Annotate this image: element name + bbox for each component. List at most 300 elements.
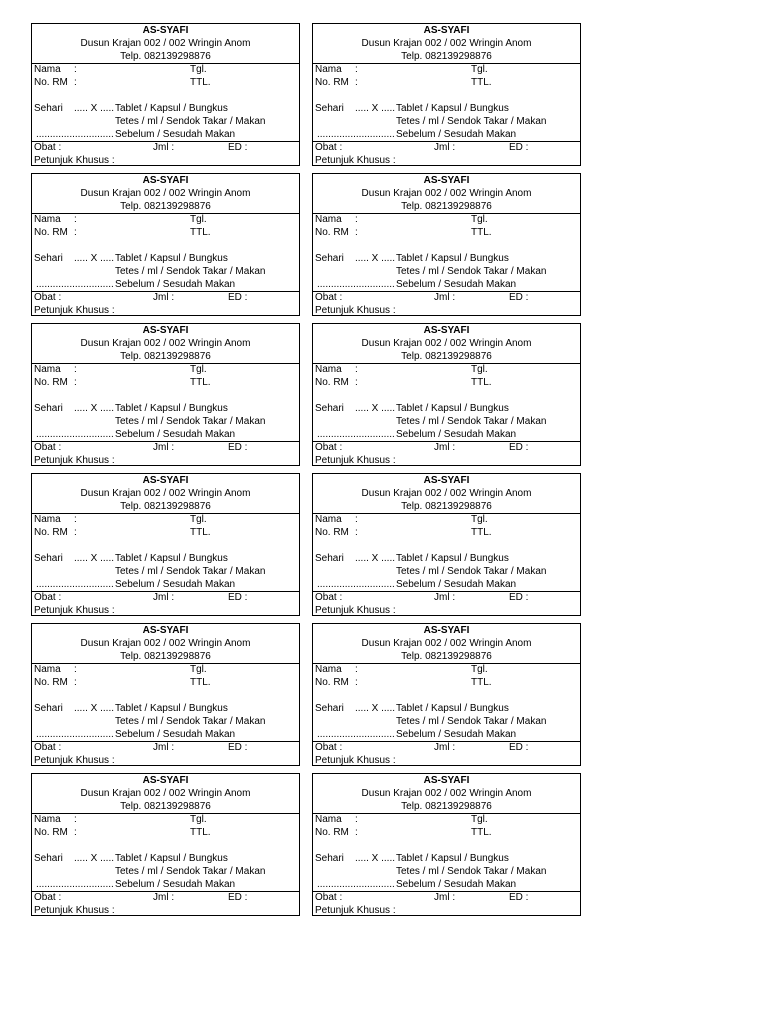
jml-label: Jml : — [153, 742, 175, 753]
tgl-label: Tgl. — [471, 664, 488, 675]
tetes-row — [32, 415, 299, 428]
ttl-label: TTL. — [471, 527, 492, 538]
tetes-line: Tetes / ml / Sendok Takar / Makan — [115, 866, 266, 877]
nama-label: Nama — [315, 214, 342, 225]
ed-label: ED : — [228, 142, 248, 153]
clinic-phone: Telp. 082139298876 — [120, 501, 211, 512]
sebelum-line: Sebelum / Sesudah Makan — [396, 729, 517, 740]
sehari-label: Sehari — [34, 253, 63, 264]
dose-x: ..... X ..... — [74, 703, 115, 714]
sebelum-row — [313, 878, 580, 891]
clinic-name: AS-SYAFI — [142, 25, 189, 36]
obat-row — [313, 441, 580, 454]
ed-label: ED : — [228, 292, 248, 303]
jml-label: Jml : — [153, 592, 175, 603]
tablet-line: Tablet / Kapsul / Bungkus — [396, 553, 509, 564]
clinic-phone: Telp. 082139298876 — [401, 801, 492, 812]
tgl-label: Tgl. — [190, 664, 207, 675]
petunjuk-row — [313, 754, 580, 767]
sehari-label: Sehari — [34, 553, 63, 564]
tgl-label: Tgl. — [190, 514, 207, 525]
dots-line: ............................ — [317, 279, 395, 290]
medicine-label-5 — [31, 323, 300, 466]
ed-label: ED : — [509, 442, 529, 453]
ed-label: ED : — [228, 592, 248, 603]
medicine-label-6 — [312, 323, 581, 466]
petunjuk-label: Petunjuk Khusus : — [315, 155, 396, 166]
no-rm-colon: : — [74, 77, 77, 88]
no-rm-colon: : — [74, 527, 77, 538]
medicine-label-12 — [312, 773, 581, 916]
sehari-label: Sehari — [315, 253, 344, 264]
petunjuk-row — [313, 304, 580, 317]
no-rm-colon: : — [74, 227, 77, 238]
clinic-name: AS-SYAFI — [423, 175, 470, 186]
tetes-line: Tetes / ml / Sendok Takar / Makan — [115, 716, 266, 727]
nama-colon: : — [74, 64, 77, 75]
dots-line: ............................ — [317, 129, 395, 140]
clinic-name: AS-SYAFI — [423, 25, 470, 36]
sehari-row — [313, 252, 580, 265]
no-rm-row — [313, 226, 580, 239]
no-rm-colon: : — [74, 827, 77, 838]
dots-line: ............................ — [317, 579, 395, 590]
sehari-label: Sehari — [315, 703, 344, 714]
clinic-address: Dusun Krajan 002 / 002 Wringin Anom — [80, 38, 251, 49]
sebelum-line: Sebelum / Sesudah Makan — [396, 879, 517, 890]
jml-label: Jml : — [434, 742, 456, 753]
nama-colon: : — [74, 814, 77, 825]
nama-colon: : — [74, 214, 77, 225]
tetes-line: Tetes / ml / Sendok Takar / Makan — [115, 266, 266, 277]
petunjuk-label: Petunjuk Khusus : — [34, 455, 115, 466]
tgl-label: Tgl. — [190, 814, 207, 825]
clinic-name: AS-SYAFI — [423, 325, 470, 336]
clinic-phone: Telp. 082139298876 — [120, 351, 211, 362]
no-rm-colon: : — [355, 827, 358, 838]
tgl-label: Tgl. — [471, 514, 488, 525]
nama-row — [32, 513, 299, 526]
no-rm-row — [313, 826, 580, 839]
petunjuk-row — [32, 154, 299, 167]
sebelum-line: Sebelum / Sesudah Makan — [115, 729, 236, 740]
jml-label: Jml : — [434, 892, 456, 903]
obat-row — [32, 591, 299, 604]
sehari-row — [32, 102, 299, 115]
obat-row — [313, 891, 580, 904]
clinic-address: Dusun Krajan 002 / 002 Wringin Anom — [361, 38, 532, 49]
jml-label: Jml : — [434, 442, 456, 453]
clinic-name: AS-SYAFI — [142, 175, 189, 186]
nama-colon: : — [355, 364, 358, 375]
jml-label: Jml : — [153, 892, 175, 903]
nama-label: Nama — [315, 814, 342, 825]
sehari-row — [313, 852, 580, 865]
clinic-address: Dusun Krajan 002 / 002 Wringin Anom — [361, 338, 532, 349]
no-rm-colon: : — [74, 377, 77, 388]
obat-label: Obat : — [34, 592, 62, 603]
jml-label: Jml : — [153, 292, 175, 303]
petunjuk-label: Petunjuk Khusus : — [34, 905, 115, 916]
petunjuk-row — [32, 454, 299, 467]
clinic-phone: Telp. 082139298876 — [120, 651, 211, 662]
sebelum-row — [32, 278, 299, 291]
no-rm-row — [313, 376, 580, 389]
tetes-row — [313, 565, 580, 578]
no-rm-label: No. RM — [315, 827, 349, 838]
petunjuk-row — [313, 454, 580, 467]
no-rm-row — [313, 76, 580, 89]
obat-row — [32, 441, 299, 454]
sehari-label: Sehari — [34, 403, 63, 414]
tetes-line: Tetes / ml / Sendok Takar / Makan — [396, 716, 547, 727]
nama-colon: : — [74, 364, 77, 375]
clinic-address: Dusun Krajan 002 / 002 Wringin Anom — [361, 188, 532, 199]
obat-row — [32, 291, 299, 304]
nama-label: Nama — [315, 664, 342, 675]
sebelum-row — [313, 728, 580, 741]
no-rm-label: No. RM — [34, 77, 68, 88]
sehari-label: Sehari — [34, 853, 63, 864]
no-rm-label: No. RM — [34, 677, 68, 688]
sebelum-line: Sebelum / Sesudah Makan — [396, 279, 517, 290]
dose-x: ..... X ..... — [74, 553, 115, 564]
sebelum-line: Sebelum / Sesudah Makan — [115, 579, 236, 590]
sebelum-line: Sebelum / Sesudah Makan — [396, 129, 517, 140]
sebelum-row — [32, 728, 299, 741]
no-rm-row — [32, 526, 299, 539]
nama-label: Nama — [34, 364, 61, 375]
obat-label: Obat : — [34, 892, 62, 903]
petunjuk-label: Petunjuk Khusus : — [34, 305, 115, 316]
ttl-label: TTL. — [190, 677, 211, 688]
no-rm-colon: : — [74, 677, 77, 688]
tetes-row — [32, 865, 299, 878]
petunjuk-label: Petunjuk Khusus : — [315, 755, 396, 766]
nama-row — [32, 663, 299, 676]
no-rm-label: No. RM — [315, 227, 349, 238]
tgl-label: Tgl. — [471, 814, 488, 825]
petunjuk-row — [32, 604, 299, 617]
tetes-row — [32, 115, 299, 128]
clinic-name: AS-SYAFI — [142, 325, 189, 336]
petunjuk-row — [32, 754, 299, 767]
petunjuk-label: Petunjuk Khusus : — [315, 305, 396, 316]
tgl-label: Tgl. — [190, 214, 207, 225]
clinic-name: AS-SYAFI — [142, 775, 189, 786]
medicine-label-3 — [31, 173, 300, 316]
dose-x: ..... X ..... — [355, 703, 396, 714]
sebelum-line: Sebelum / Sesudah Makan — [115, 879, 236, 890]
sehari-label: Sehari — [315, 103, 344, 114]
nama-colon: : — [74, 514, 77, 525]
sebelum-line: Sebelum / Sesudah Makan — [115, 129, 236, 140]
no-rm-colon: : — [355, 677, 358, 688]
ed-label: ED : — [509, 292, 529, 303]
ed-label: ED : — [509, 592, 529, 603]
ttl-label: TTL. — [190, 527, 211, 538]
tablet-line: Tablet / Kapsul / Bungkus — [115, 703, 228, 714]
tablet-line: Tablet / Kapsul / Bungkus — [396, 403, 509, 414]
no-rm-label: No. RM — [315, 677, 349, 688]
clinic-name: AS-SYAFI — [142, 475, 189, 486]
nama-label: Nama — [315, 64, 342, 75]
no-rm-label: No. RM — [34, 377, 68, 388]
no-rm-row — [32, 826, 299, 839]
dots-line: ............................ — [36, 279, 114, 290]
nama-row — [32, 63, 299, 76]
medicine-label-1 — [31, 23, 300, 166]
sehari-row — [313, 702, 580, 715]
sehari-label: Sehari — [315, 853, 344, 864]
dose-x: ..... X ..... — [74, 253, 115, 264]
sebelum-line: Sebelum / Sesudah Makan — [115, 279, 236, 290]
obat-label: Obat : — [315, 592, 343, 603]
tablet-line: Tablet / Kapsul / Bungkus — [396, 703, 509, 714]
dots-line: ............................ — [36, 129, 114, 140]
tgl-label: Tgl. — [471, 364, 488, 375]
clinic-phone: Telp. 082139298876 — [401, 501, 492, 512]
nama-colon: : — [355, 814, 358, 825]
sehari-row — [32, 702, 299, 715]
clinic-address: Dusun Krajan 002 / 002 Wringin Anom — [80, 488, 251, 499]
petunjuk-row — [32, 904, 299, 917]
clinic-phone: Telp. 082139298876 — [401, 201, 492, 212]
medicine-label-8 — [312, 473, 581, 616]
tgl-label: Tgl. — [190, 364, 207, 375]
ed-label: ED : — [228, 742, 248, 753]
sebelum-row — [313, 428, 580, 441]
no-rm-label: No. RM — [315, 377, 349, 388]
ed-label: ED : — [228, 442, 248, 453]
petunjuk-label: Petunjuk Khusus : — [315, 905, 396, 916]
tgl-label: Tgl. — [190, 64, 207, 75]
no-rm-row — [32, 226, 299, 239]
jml-label: Jml : — [153, 142, 175, 153]
clinic-phone: Telp. 082139298876 — [401, 351, 492, 362]
nama-label: Nama — [34, 64, 61, 75]
obat-label: Obat : — [315, 742, 343, 753]
nama-row — [32, 363, 299, 376]
sehari-label: Sehari — [34, 103, 63, 114]
no-rm-row — [32, 376, 299, 389]
nama-label: Nama — [34, 214, 61, 225]
obat-label: Obat : — [315, 442, 343, 453]
nama-label: Nama — [315, 514, 342, 525]
ttl-label: TTL. — [190, 227, 211, 238]
obat-label: Obat : — [315, 142, 343, 153]
sebelum-line: Sebelum / Sesudah Makan — [396, 579, 517, 590]
ed-label: ED : — [509, 142, 529, 153]
tablet-line: Tablet / Kapsul / Bungkus — [396, 253, 509, 264]
no-rm-row — [313, 526, 580, 539]
dose-x: ..... X ..... — [355, 253, 396, 264]
obat-row — [313, 591, 580, 604]
dose-x: ..... X ..... — [355, 853, 396, 864]
tablet-line: Tablet / Kapsul / Bungkus — [396, 853, 509, 864]
clinic-phone: Telp. 082139298876 — [120, 801, 211, 812]
jml-label: Jml : — [153, 442, 175, 453]
petunjuk-row — [32, 304, 299, 317]
sehari-row — [313, 552, 580, 565]
tetes-line: Tetes / ml / Sendok Takar / Makan — [396, 566, 547, 577]
sehari-row — [313, 102, 580, 115]
clinic-address: Dusun Krajan 002 / 002 Wringin Anom — [361, 638, 532, 649]
tetes-line: Tetes / ml / Sendok Takar / Makan — [396, 116, 547, 127]
medicine-label-4 — [312, 173, 581, 316]
tablet-line: Tablet / Kapsul / Bungkus — [115, 403, 228, 414]
sehari-row — [313, 402, 580, 415]
sehari-label: Sehari — [315, 403, 344, 414]
tetes-row — [313, 115, 580, 128]
ttl-label: TTL. — [471, 377, 492, 388]
sehari-row — [32, 402, 299, 415]
obat-label: Obat : — [34, 292, 62, 303]
nama-colon: : — [355, 214, 358, 225]
ttl-label: TTL. — [471, 77, 492, 88]
clinic-phone: Telp. 082139298876 — [401, 651, 492, 662]
clinic-name: AS-SYAFI — [142, 625, 189, 636]
no-rm-label: No. RM — [315, 77, 349, 88]
ttl-label: TTL. — [471, 827, 492, 838]
sebelum-row — [32, 128, 299, 141]
dots-line: ............................ — [36, 729, 114, 740]
clinic-name: AS-SYAFI — [423, 475, 470, 486]
no-rm-label: No. RM — [315, 527, 349, 538]
tetes-line: Tetes / ml / Sendok Takar / Makan — [115, 116, 266, 127]
nama-row — [313, 813, 580, 826]
ttl-label: TTL. — [190, 377, 211, 388]
petunjuk-row — [313, 154, 580, 167]
dose-x: ..... X ..... — [355, 103, 396, 114]
dots-line: ............................ — [317, 429, 395, 440]
nama-label: Nama — [315, 364, 342, 375]
ttl-label: TTL. — [190, 77, 211, 88]
petunjuk-label: Petunjuk Khusus : — [34, 155, 115, 166]
tablet-line: Tablet / Kapsul / Bungkus — [396, 103, 509, 114]
no-rm-row — [313, 676, 580, 689]
medicine-label-7 — [31, 473, 300, 616]
no-rm-row — [32, 76, 299, 89]
no-rm-colon: : — [355, 527, 358, 538]
sehari-label: Sehari — [315, 553, 344, 564]
sebelum-row — [313, 128, 580, 141]
medicine-label-10 — [312, 623, 581, 766]
ed-label: ED : — [228, 892, 248, 903]
clinic-address: Dusun Krajan 002 / 002 Wringin Anom — [80, 788, 251, 799]
petunjuk-label: Petunjuk Khusus : — [315, 605, 396, 616]
obat-label: Obat : — [315, 292, 343, 303]
tetes-row — [313, 265, 580, 278]
tetes-row — [313, 865, 580, 878]
obat-label: Obat : — [34, 742, 62, 753]
tablet-line: Tablet / Kapsul / Bungkus — [115, 853, 228, 864]
sebelum-line: Sebelum / Sesudah Makan — [115, 429, 236, 440]
sebelum-row — [313, 578, 580, 591]
no-rm-label: No. RM — [34, 527, 68, 538]
petunjuk-label: Petunjuk Khusus : — [315, 455, 396, 466]
tablet-line: Tablet / Kapsul / Bungkus — [115, 103, 228, 114]
sebelum-row — [32, 578, 299, 591]
no-rm-colon: : — [355, 377, 358, 388]
ed-label: ED : — [509, 742, 529, 753]
jml-label: Jml : — [434, 142, 456, 153]
nama-row — [313, 513, 580, 526]
nama-row — [313, 63, 580, 76]
tetes-line: Tetes / ml / Sendok Takar / Makan — [396, 416, 547, 427]
clinic-phone: Telp. 082139298876 — [120, 201, 211, 212]
tgl-label: Tgl. — [471, 214, 488, 225]
sehari-row — [32, 852, 299, 865]
jml-label: Jml : — [434, 592, 456, 603]
no-rm-colon: : — [355, 77, 358, 88]
clinic-address: Dusun Krajan 002 / 002 Wringin Anom — [361, 488, 532, 499]
sebelum-row — [32, 428, 299, 441]
petunjuk-label: Petunjuk Khusus : — [34, 755, 115, 766]
medicine-label-2 — [312, 23, 581, 166]
dose-x: ..... X ..... — [74, 403, 115, 414]
no-rm-label: No. RM — [34, 827, 68, 838]
tetes-row — [313, 415, 580, 428]
obat-row — [32, 141, 299, 154]
nama-row — [313, 663, 580, 676]
tetes-line: Tetes / ml / Sendok Takar / Makan — [115, 416, 266, 427]
clinic-address: Dusun Krajan 002 / 002 Wringin Anom — [80, 188, 251, 199]
nama-label: Nama — [34, 664, 61, 675]
sebelum-line: Sebelum / Sesudah Makan — [396, 429, 517, 440]
clinic-address: Dusun Krajan 002 / 002 Wringin Anom — [361, 788, 532, 799]
clinic-address: Dusun Krajan 002 / 002 Wringin Anom — [80, 638, 251, 649]
dots-line: ............................ — [317, 879, 395, 890]
clinic-address: Dusun Krajan 002 / 002 Wringin Anom — [80, 338, 251, 349]
ttl-label: TTL. — [471, 227, 492, 238]
petunjuk-label: Petunjuk Khusus : — [34, 605, 115, 616]
no-rm-colon: : — [355, 227, 358, 238]
dose-x: ..... X ..... — [74, 103, 115, 114]
petunjuk-row — [313, 604, 580, 617]
nama-row — [32, 813, 299, 826]
sebelum-row — [313, 278, 580, 291]
obat-label: Obat : — [34, 442, 62, 453]
tetes-line: Tetes / ml / Sendok Takar / Makan — [396, 266, 547, 277]
sebelum-row — [32, 878, 299, 891]
ed-label: ED : — [509, 892, 529, 903]
dots-line: ............................ — [36, 879, 114, 890]
dots-line: ............................ — [36, 429, 114, 440]
medicine-label-11 — [31, 773, 300, 916]
tetes-row — [32, 565, 299, 578]
jml-label: Jml : — [434, 292, 456, 303]
tetes-row — [32, 715, 299, 728]
medicine-label-9 — [31, 623, 300, 766]
dots-line: ............................ — [317, 729, 395, 740]
nama-colon: : — [74, 664, 77, 675]
nama-label: Nama — [34, 814, 61, 825]
obat-row — [32, 891, 299, 904]
nama-colon: : — [355, 64, 358, 75]
clinic-phone: Telp. 082139298876 — [401, 51, 492, 62]
ttl-label: TTL. — [471, 677, 492, 688]
clinic-phone: Telp. 082139298876 — [120, 51, 211, 62]
dose-x: ..... X ..... — [74, 853, 115, 864]
obat-row — [313, 291, 580, 304]
sehari-row — [32, 552, 299, 565]
tetes-line: Tetes / ml / Sendok Takar / Makan — [115, 566, 266, 577]
dose-x: ..... X ..... — [355, 553, 396, 564]
sehari-label: Sehari — [34, 703, 63, 714]
obat-label: Obat : — [34, 142, 62, 153]
clinic-name: AS-SYAFI — [423, 625, 470, 636]
